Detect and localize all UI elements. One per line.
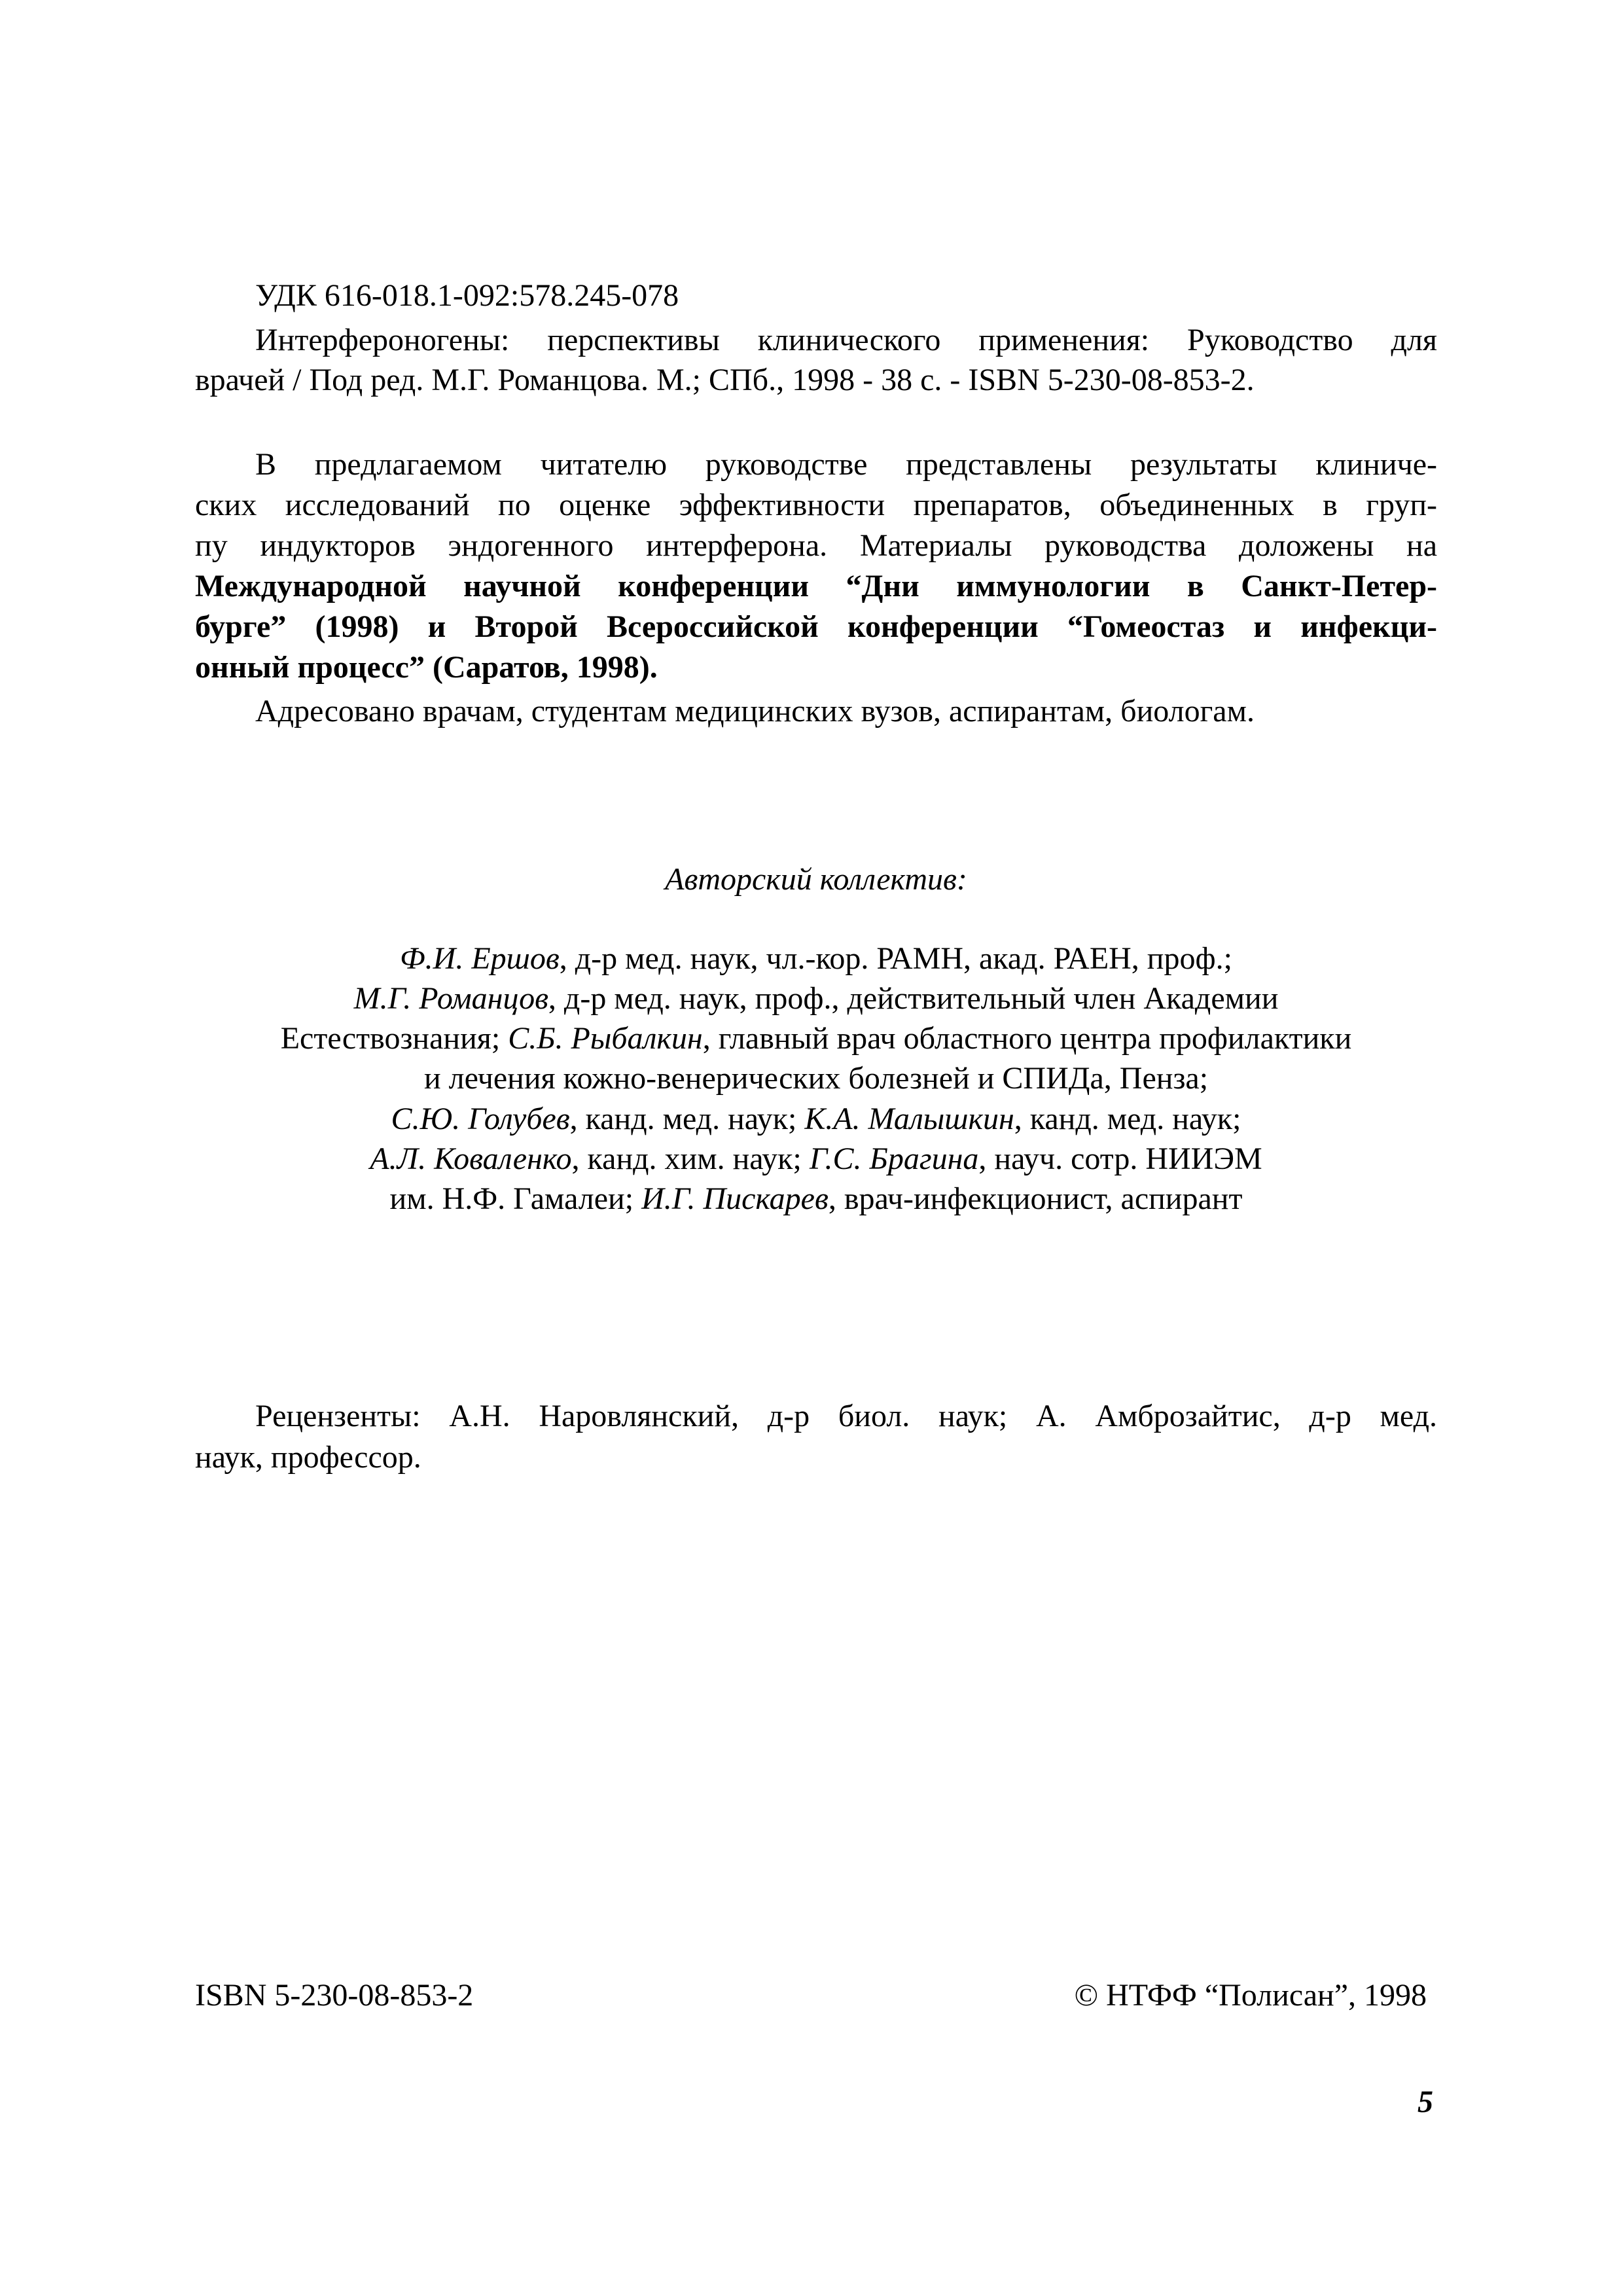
author-name: К.А. Малышкин xyxy=(804,1102,1014,1136)
author-credentials: , канд. мед. наук; xyxy=(569,1102,805,1136)
author-credentials: им. Н.Ф. Гамалеи; xyxy=(389,1181,642,1216)
authors-line xyxy=(195,983,1437,1014)
author-credentials: , д-р мед. наук, чл.-кор. РАМН, акад. РАЕН, проф.; xyxy=(559,941,1232,976)
authors-line xyxy=(195,1063,1437,1094)
reviewers-line-2: наук, профессор. xyxy=(195,1440,421,1475)
isbn: ISBN 5-230-08-853-2 xyxy=(195,1978,474,2013)
author-credentials: , врач-инфекционист, аспирант xyxy=(828,1181,1243,1216)
authors-line xyxy=(195,1183,1437,1215)
bibliography-line-2: врачей / Под ред. М.Г. Романцова. М.; СПб., 1998 - 38 с. - ISBN 5-230-08-853-2. xyxy=(195,363,1255,397)
author-credentials: и лечения кожно-венерических болезней и СПИДа, Пенза; xyxy=(423,1061,1209,1096)
author-name: С.Ю. Голубев xyxy=(391,1102,570,1136)
udk-code: УДК 616-018.1-092:578.245-078 xyxy=(255,278,679,313)
annotation-line-3: пу индукторов эндогенного интерферона. Материалы руководства доложены на xyxy=(195,528,1437,563)
author-credentials: , д-р мед. наук, проф., действительный член Академии xyxy=(548,981,1279,1016)
audience-note: Адресовано врачам, студентам медицинских вузов, аспирантам, биологам. xyxy=(255,694,1255,728)
authors-line xyxy=(195,1023,1437,1054)
author-name: С.Б. Рыбалкин xyxy=(508,1021,703,1056)
author-credentials: , науч. сотр. НИИЭМ xyxy=(978,1141,1262,1176)
annotation-line-6: онный процесс” (Саратов, 1998). xyxy=(195,650,658,685)
author-name: Г.С. Брагина xyxy=(809,1141,979,1176)
authors-line xyxy=(195,1103,1437,1135)
author-credentials: , канд. мед. наук; xyxy=(1014,1102,1241,1136)
author-name: И.Г. Пискарев xyxy=(641,1181,829,1216)
page-number: 5 xyxy=(1418,2085,1433,2119)
authors-line xyxy=(195,1143,1437,1175)
author-name: Ф.И. Ершов xyxy=(400,941,560,976)
author-credentials: Естествознания; xyxy=(280,1021,508,1056)
author-credentials: , главный врач областного центра профилактики xyxy=(702,1021,1352,1056)
author-credentials: , канд. хим. наук; xyxy=(571,1141,810,1176)
reviewers-line-1: Рецензенты: А.Н. Наровлянский, д-р биол. наук; А. Амброзайтис, д-р мед. xyxy=(255,1399,1437,1433)
copyright: © НТФФ “Полисан”, 1998 xyxy=(1074,1978,1427,2013)
annotation-line-1: В предлагаемом читателю руководстве представлены результаты клиниче- xyxy=(255,447,1437,482)
annotation-line-5: бурге” (1998) и Второй Всероссийской конференции “Гомеостаз и инфекци- xyxy=(195,609,1437,644)
annotation-line-4: Международной научной конференции “Дни иммунологии в Санкт-Петер- xyxy=(195,569,1437,603)
annotation-line-2: ских исследований по оценке эффективности препаратов, объединенных в груп- xyxy=(195,488,1437,522)
author-name: М.Г. Романцов xyxy=(353,981,548,1016)
authors-heading: Авторский коллектив: xyxy=(665,862,967,897)
bibliography-line-1: Интерфероногены: перспективы клинического применения: Руководство для xyxy=(255,323,1437,357)
author-name: А.Л. Коваленко xyxy=(370,1141,572,1176)
authors-line xyxy=(195,943,1437,975)
